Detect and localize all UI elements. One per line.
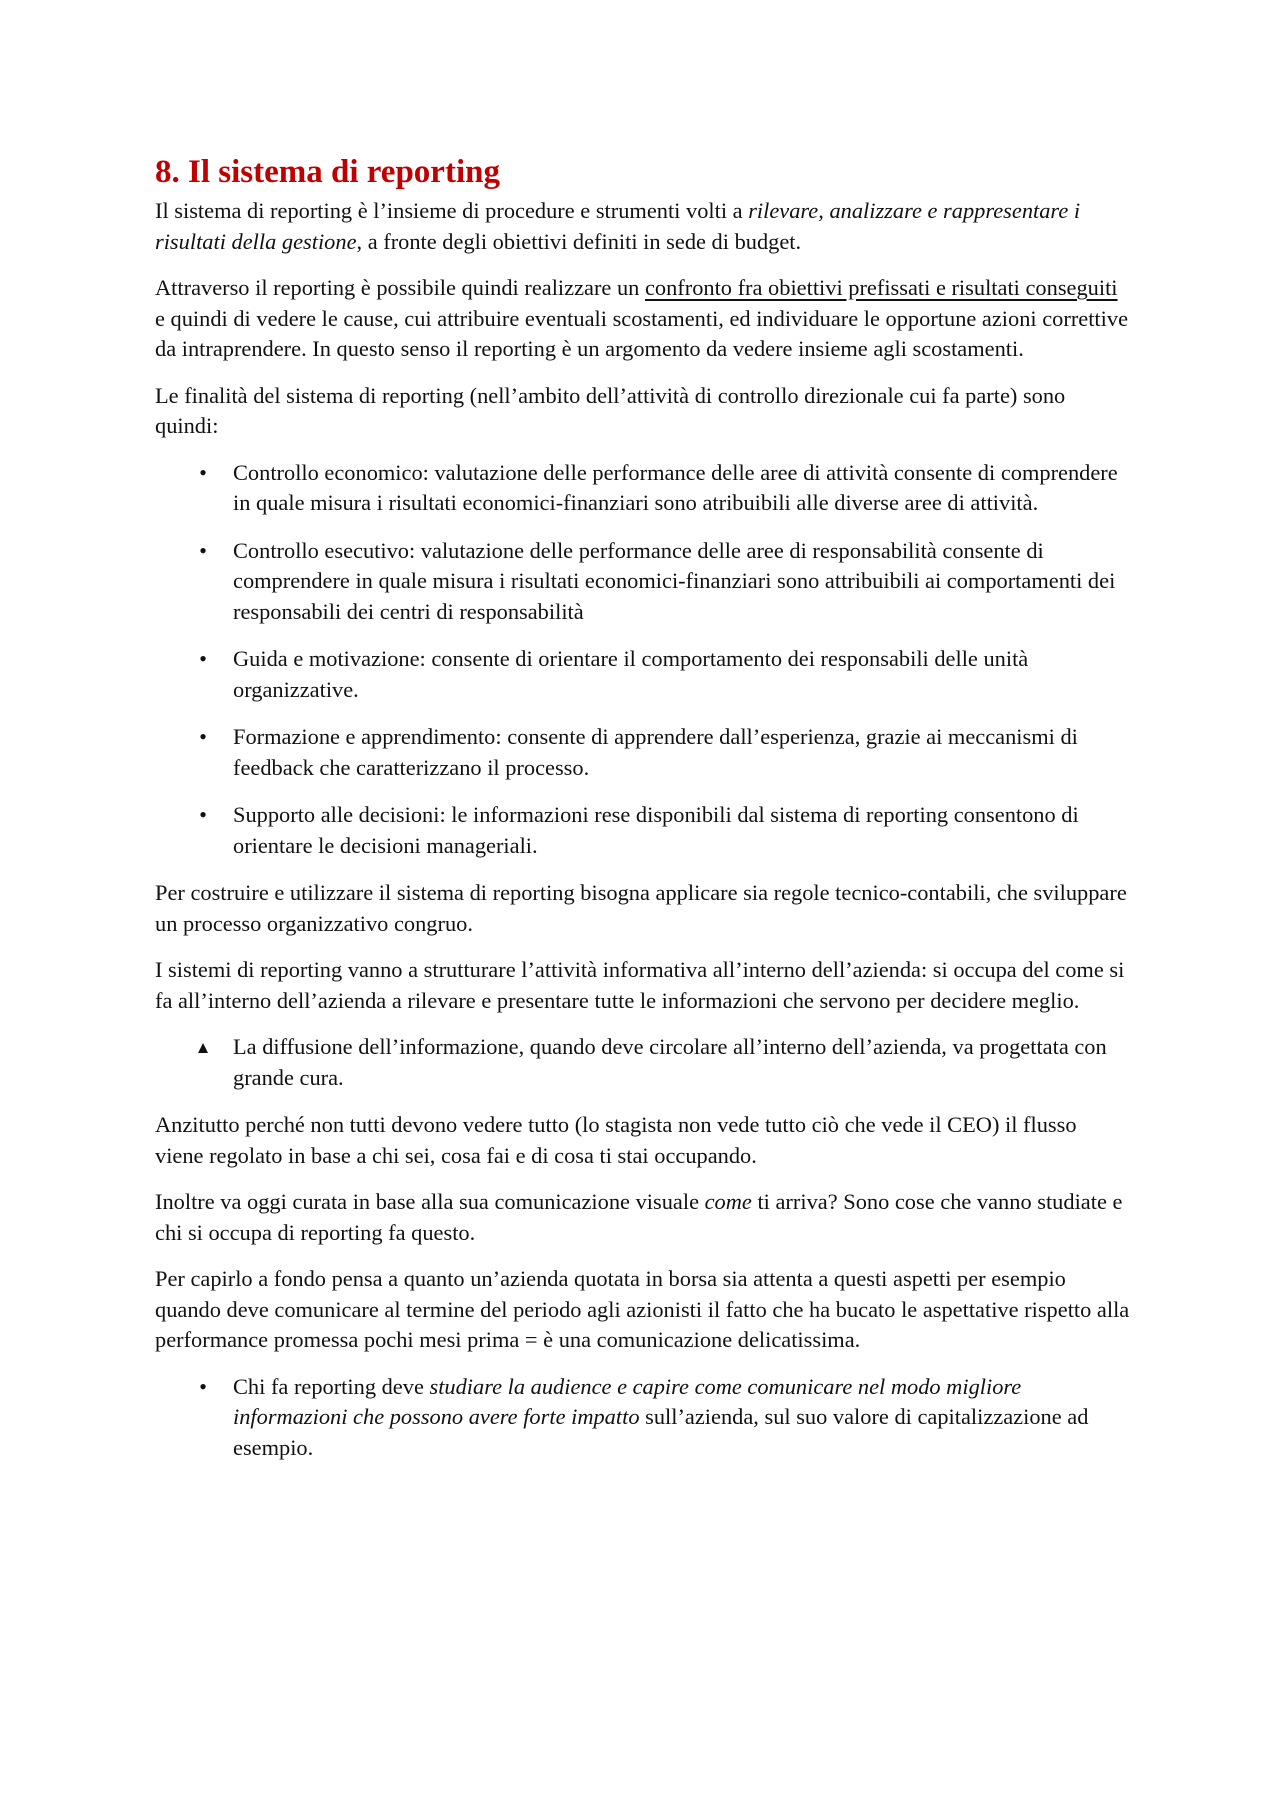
text-run: ti arriva? Sono cose che vanno studiate e chi si occupa di reporting fa questo. (155, 1189, 1123, 1245)
list-item-text: Supporto alle decisioni: le informazioni rese disponibili dal sistema di reporting consentono di orientare le decisioni manageriali. (233, 802, 1079, 858)
italic-text: rilevare, analizzare e rappresentare i risultati della gestione (155, 198, 1081, 254)
paragraph-sistemi: I sistemi di reporting vanno a strutturare l’attività informativa all’interno dell’azienda: si occupa del come si fa all’interno dell’azienda a rilevare e presentare tutte le informazioni che servono per decidere meglio. (155, 957, 1125, 1013)
paragraph-capirlo: Per capirlo a fondo pensa a quanto un’azienda quotata in borsa sia attenta a questi aspetti per esempio quando deve comunicare al termine del periodo agli azionisti il fatto che ha bucato le aspettative rispetto alla performance promessa pochi mesi prima = è una comunicazione delicatissima. (155, 1266, 1130, 1352)
paragraph-confronto (155, 273, 1130, 365)
audience-list (155, 1372, 1130, 1464)
finalita-list (155, 458, 1130, 862)
list-item (155, 1032, 1130, 1093)
triangle-bullet-icon: ▲ (194, 1038, 212, 1057)
list-item-text: La diffusione dell’informazione, quando deve circolare all’interno dell’azienda, va progettata con grande cura. (233, 1034, 1107, 1090)
text-run: sull’azienda, sul suo valore di capitalizzazione ad esempio. (233, 1404, 1089, 1460)
document-page (155, 152, 1130, 1480)
list-item-text: Guida e motivazione: consente di orientare il comportamento dei responsabili delle unità organizzative. (233, 646, 1029, 702)
bullet-icon: • (199, 459, 207, 485)
text-run: Il sistema di reporting è l’insieme di procedure e strumenti volti a (155, 198, 749, 223)
paragraph-anzitutto: Anzitutto perché non tutti devono vedere tutto (lo stagista non vede tutto ciò che vede il CEO) il flusso viene regolato in base a chi sei, cosa fai e di cosa ti stai occupando. (155, 1112, 1077, 1168)
list-item (155, 536, 1130, 628)
text-run: Attraverso il reporting è possibile quindi realizzare un (155, 275, 645, 300)
bullet-icon: • (199, 1373, 207, 1399)
bullet-icon: • (199, 537, 207, 563)
bullet-icon: • (199, 724, 207, 749)
underlined-text: confronto fra obiettivi prefissati e risultati conseguiti (644, 275, 1118, 300)
list-item-text: Controllo economico: valutazione delle performance delle aree di attività consente di comprendere in quale misura i risultati economici-finanziari sono atribuibili alle diverse aree di attività. (233, 459, 1118, 515)
italic-text: come (704, 1189, 752, 1214)
triangle-list (155, 1032, 1130, 1093)
list-item (155, 722, 1130, 783)
list-item (155, 644, 1130, 705)
bullet-icon: • (199, 646, 207, 671)
paragraph-inoltre (155, 1187, 1130, 1248)
text-run: , a fronte degli obiettivi definiti in sede di budget. (356, 228, 802, 254)
text-run: Inoltre va oggi curata in base alla sua comunicazione visuale (155, 1189, 705, 1214)
list-item (155, 458, 1130, 519)
list-item-text: Controllo esecutivo: valutazione delle performance delle aree di responsabilità consente di comprendere in quale misura i risultati economici-finanziari sono attribuibili ai comportamenti dei responsabili dei centri di responsabilità (233, 537, 1116, 624)
paragraph-finalita-intro: Le finalità del sistema di reporting (nell’ambito dell’attività di controllo direzionale cui fa parte) sono quindi: (155, 382, 1066, 438)
paragraph-definition (155, 196, 1130, 257)
list-item (155, 1372, 1130, 1464)
text-run: Chi fa reporting deve (233, 1373, 430, 1399)
list-item-text: Formazione e apprendimento: consente di apprendere dall’esperienza, grazie ai meccanismi di feedback che caratterizzano il processo. (233, 724, 1078, 780)
paragraph-costruire: Per costruire e utilizzare il sistema di reporting bisogna applicare sia regole tecnico-contabili, che sviluppare un processo organizzativo congruo. (155, 880, 1127, 936)
bullet-icon: • (199, 802, 207, 827)
italic-text: studiare la audience e capire come comunicare nel modo migliore informazioni che possono avere forte impatto (233, 1373, 1022, 1429)
list-item (155, 800, 1130, 861)
text-run: e quindi di vedere le cause, cui attribuire eventuali scostamenti, ed individuare le opportune azioni correttive da intraprendere. In questo senso il reporting è un argomento da vedere insieme agli scostamenti. (155, 305, 1129, 361)
section-heading: 8. Il sistema di reporting (155, 154, 500, 190)
